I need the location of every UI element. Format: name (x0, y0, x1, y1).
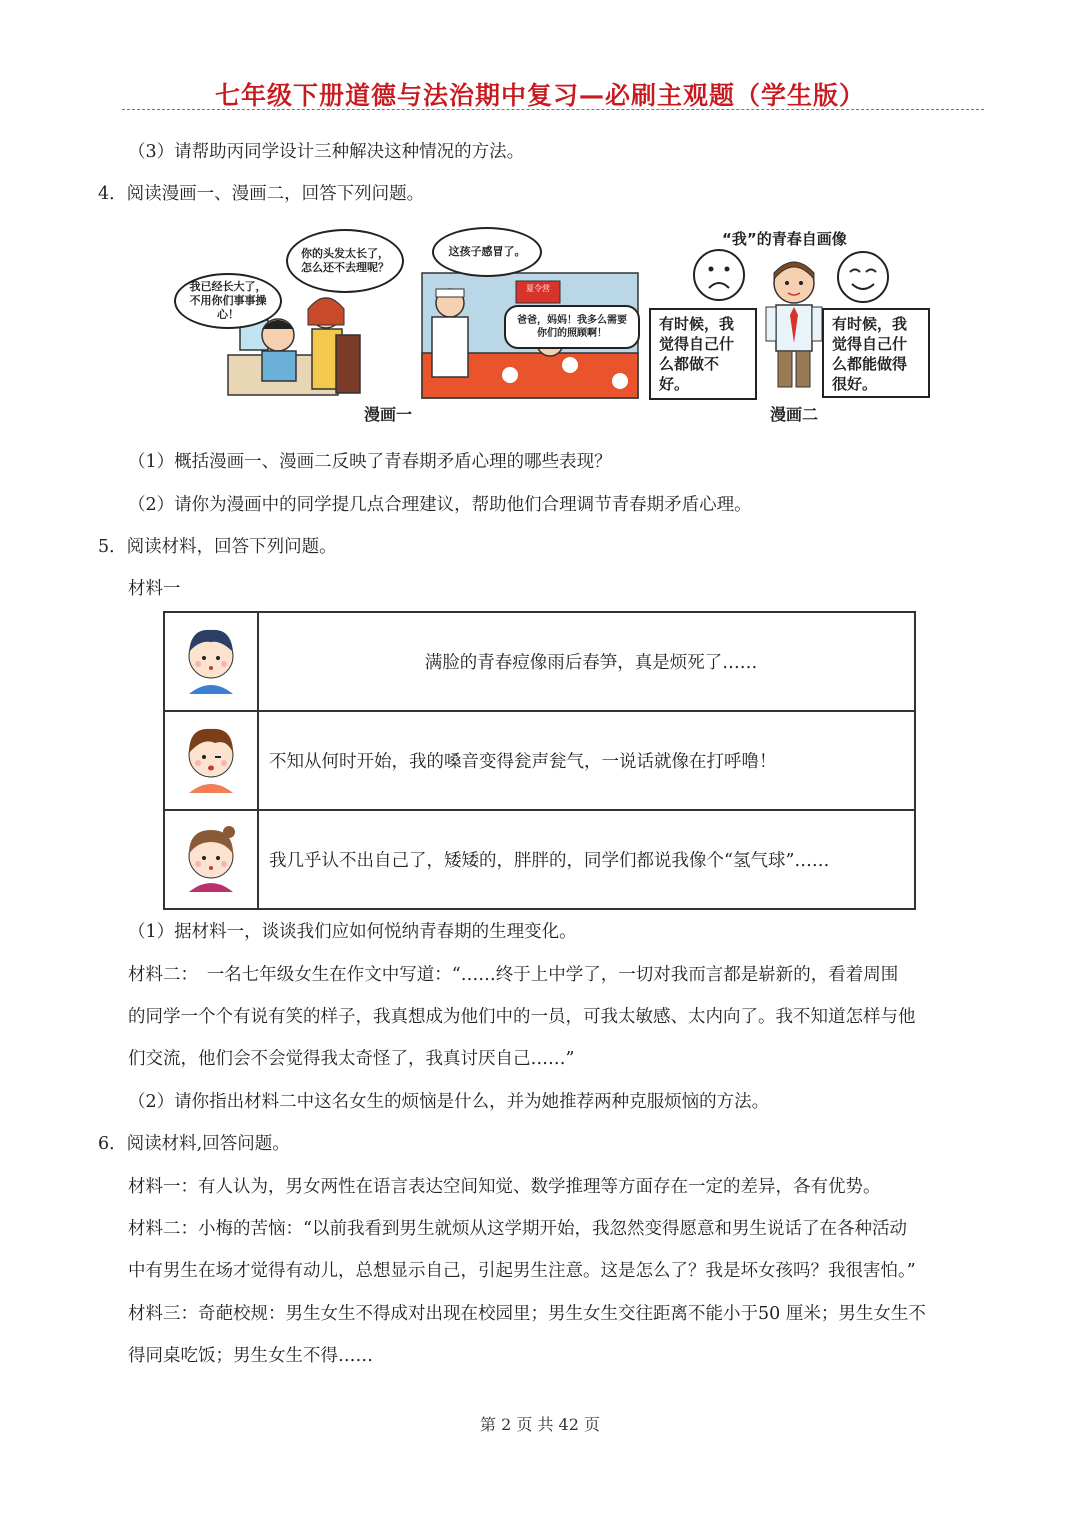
table-row (164, 612, 915, 711)
material1-row1-text: 满脸的青春痘像雨后春笋，真是烦死了…… (258, 612, 915, 711)
q5-material2-line2: 的同学一个个有说有笑的样子，我真想成为他们中的一员，可我太敏感、太内向了。我不知道怎样与他 (128, 1007, 916, 1027)
student-figure (760, 255, 828, 395)
happy-face-icon (836, 250, 890, 304)
q6-material3-line2: 得同桌吃饭；男生女生不得…… (128, 1346, 373, 1366)
table-row (164, 711, 915, 810)
q5-sub1: （1）据材料一，谈谈我们应如何悦纳青春期的生理变化。 (128, 922, 577, 942)
q5-stem: 5．阅读材料，回答下列问题。 (98, 537, 337, 557)
comic2-title: “我”的青春自画像 (722, 230, 847, 248)
q5-material2-line1: 材料二： 一名七年级女生在作文中写道：“……终于上中学了，一切对我而言都是崭新的，看着周围 (128, 965, 899, 985)
boy-orange-avatar-icon (181, 721, 241, 795)
camp-flag: 夏令营 (526, 284, 550, 293)
speech-bubble-mom: 你的头发太长了，怎么还不去理呢？ (286, 229, 404, 293)
q4-sub2: （2）请你为漫画中的同学提几点合理建议，帮助他们合理调节青春期矛盾心理。 (128, 495, 752, 515)
q6-stem: 6．阅读材料,回答问题。 (98, 1134, 290, 1154)
speech-bubble-kid: 我已经长大了，不用你们事事操心！ (174, 273, 282, 329)
avatar (164, 810, 258, 909)
material1-row3-text: 我几乎认不出自己了，矮矮的，胖胖的，同学们都说我像个“氢气球”…… (258, 810, 915, 909)
q6-material2-line1: 材料二：小梅的苦恼：“以前我看到男生就烦从这学期开始，我忽然变得愿意和男生说话了在各种活动 (128, 1219, 907, 1239)
avatar (164, 612, 258, 711)
q5-sub2: （2）请你指出材料二中这名女生的烦恼是什么，并为她推荐两种克服烦恼的方法。 (128, 1092, 770, 1112)
comic1-scene-b (420, 225, 642, 400)
comic2-right-box: 有时候，我觉得自己什么都能做得很好。 (822, 308, 930, 398)
q4-sub1: （1）概括漫画一、漫画二反映了青春期矛盾心理的哪些表现？ (128, 452, 612, 472)
page-title: 七年级下册道德与法治期中复习—必刷主观题（学生版） (214, 81, 865, 110)
speech-bubble-doctor: 这孩子感冒了。 (432, 227, 542, 277)
comic1-scene-a (168, 225, 404, 405)
page-number: 第 2 页 共 42 页 (480, 1415, 600, 1434)
sad-face-icon (692, 248, 746, 302)
boy-blue-avatar-icon (181, 622, 241, 696)
speech-bubble-patient: 爸爸，妈妈！我多么需要你们的照顾啊！ (504, 305, 640, 349)
q5-material2-line3: 们交流，他们会不会觉得我太奇怪了，我真讨厌自己……” (128, 1049, 575, 1069)
avatar (164, 711, 258, 810)
comic2-left-box: 有时候，我觉得自己什么都做不好。 (649, 308, 757, 400)
q6-material2-line2: 中有男生在场才觉得有动儿，总想显示自己，引起男生注意。这是怎么了？我是坏女孩吗？我很害怕。” (128, 1261, 916, 1281)
title-divider (122, 109, 984, 110)
table-row (164, 810, 915, 909)
comic1-caption: 漫画一 (364, 405, 413, 424)
q4-stem: 4．阅读漫画一、漫画二，回答下列问题。 (98, 184, 425, 204)
q3-sub3: （3）请帮助丙同学设计三种解决这种情况的方法。 (128, 142, 525, 162)
material1-table (163, 611, 916, 910)
q5-material1-label: 材料一 (128, 579, 181, 599)
girl-avatar-icon (181, 820, 241, 894)
q6-material1: 材料一：有人认为，男女两性在语言表达空间知觉、数学推理等方面存在一定的差异，各有优势。 (128, 1177, 881, 1197)
q6-material3-line1: 材料三：奇葩校规：男生女生不得成对出现在校园里；男生女生交往距离不能小于50 厘米；男生女生不 (128, 1304, 926, 1324)
material1-row2-text: 不知从何时开始，我的嗓音变得瓮声瓮气，一说话就像在打呼噜！ (258, 711, 915, 810)
comic2-caption: 漫画二 (770, 405, 819, 424)
